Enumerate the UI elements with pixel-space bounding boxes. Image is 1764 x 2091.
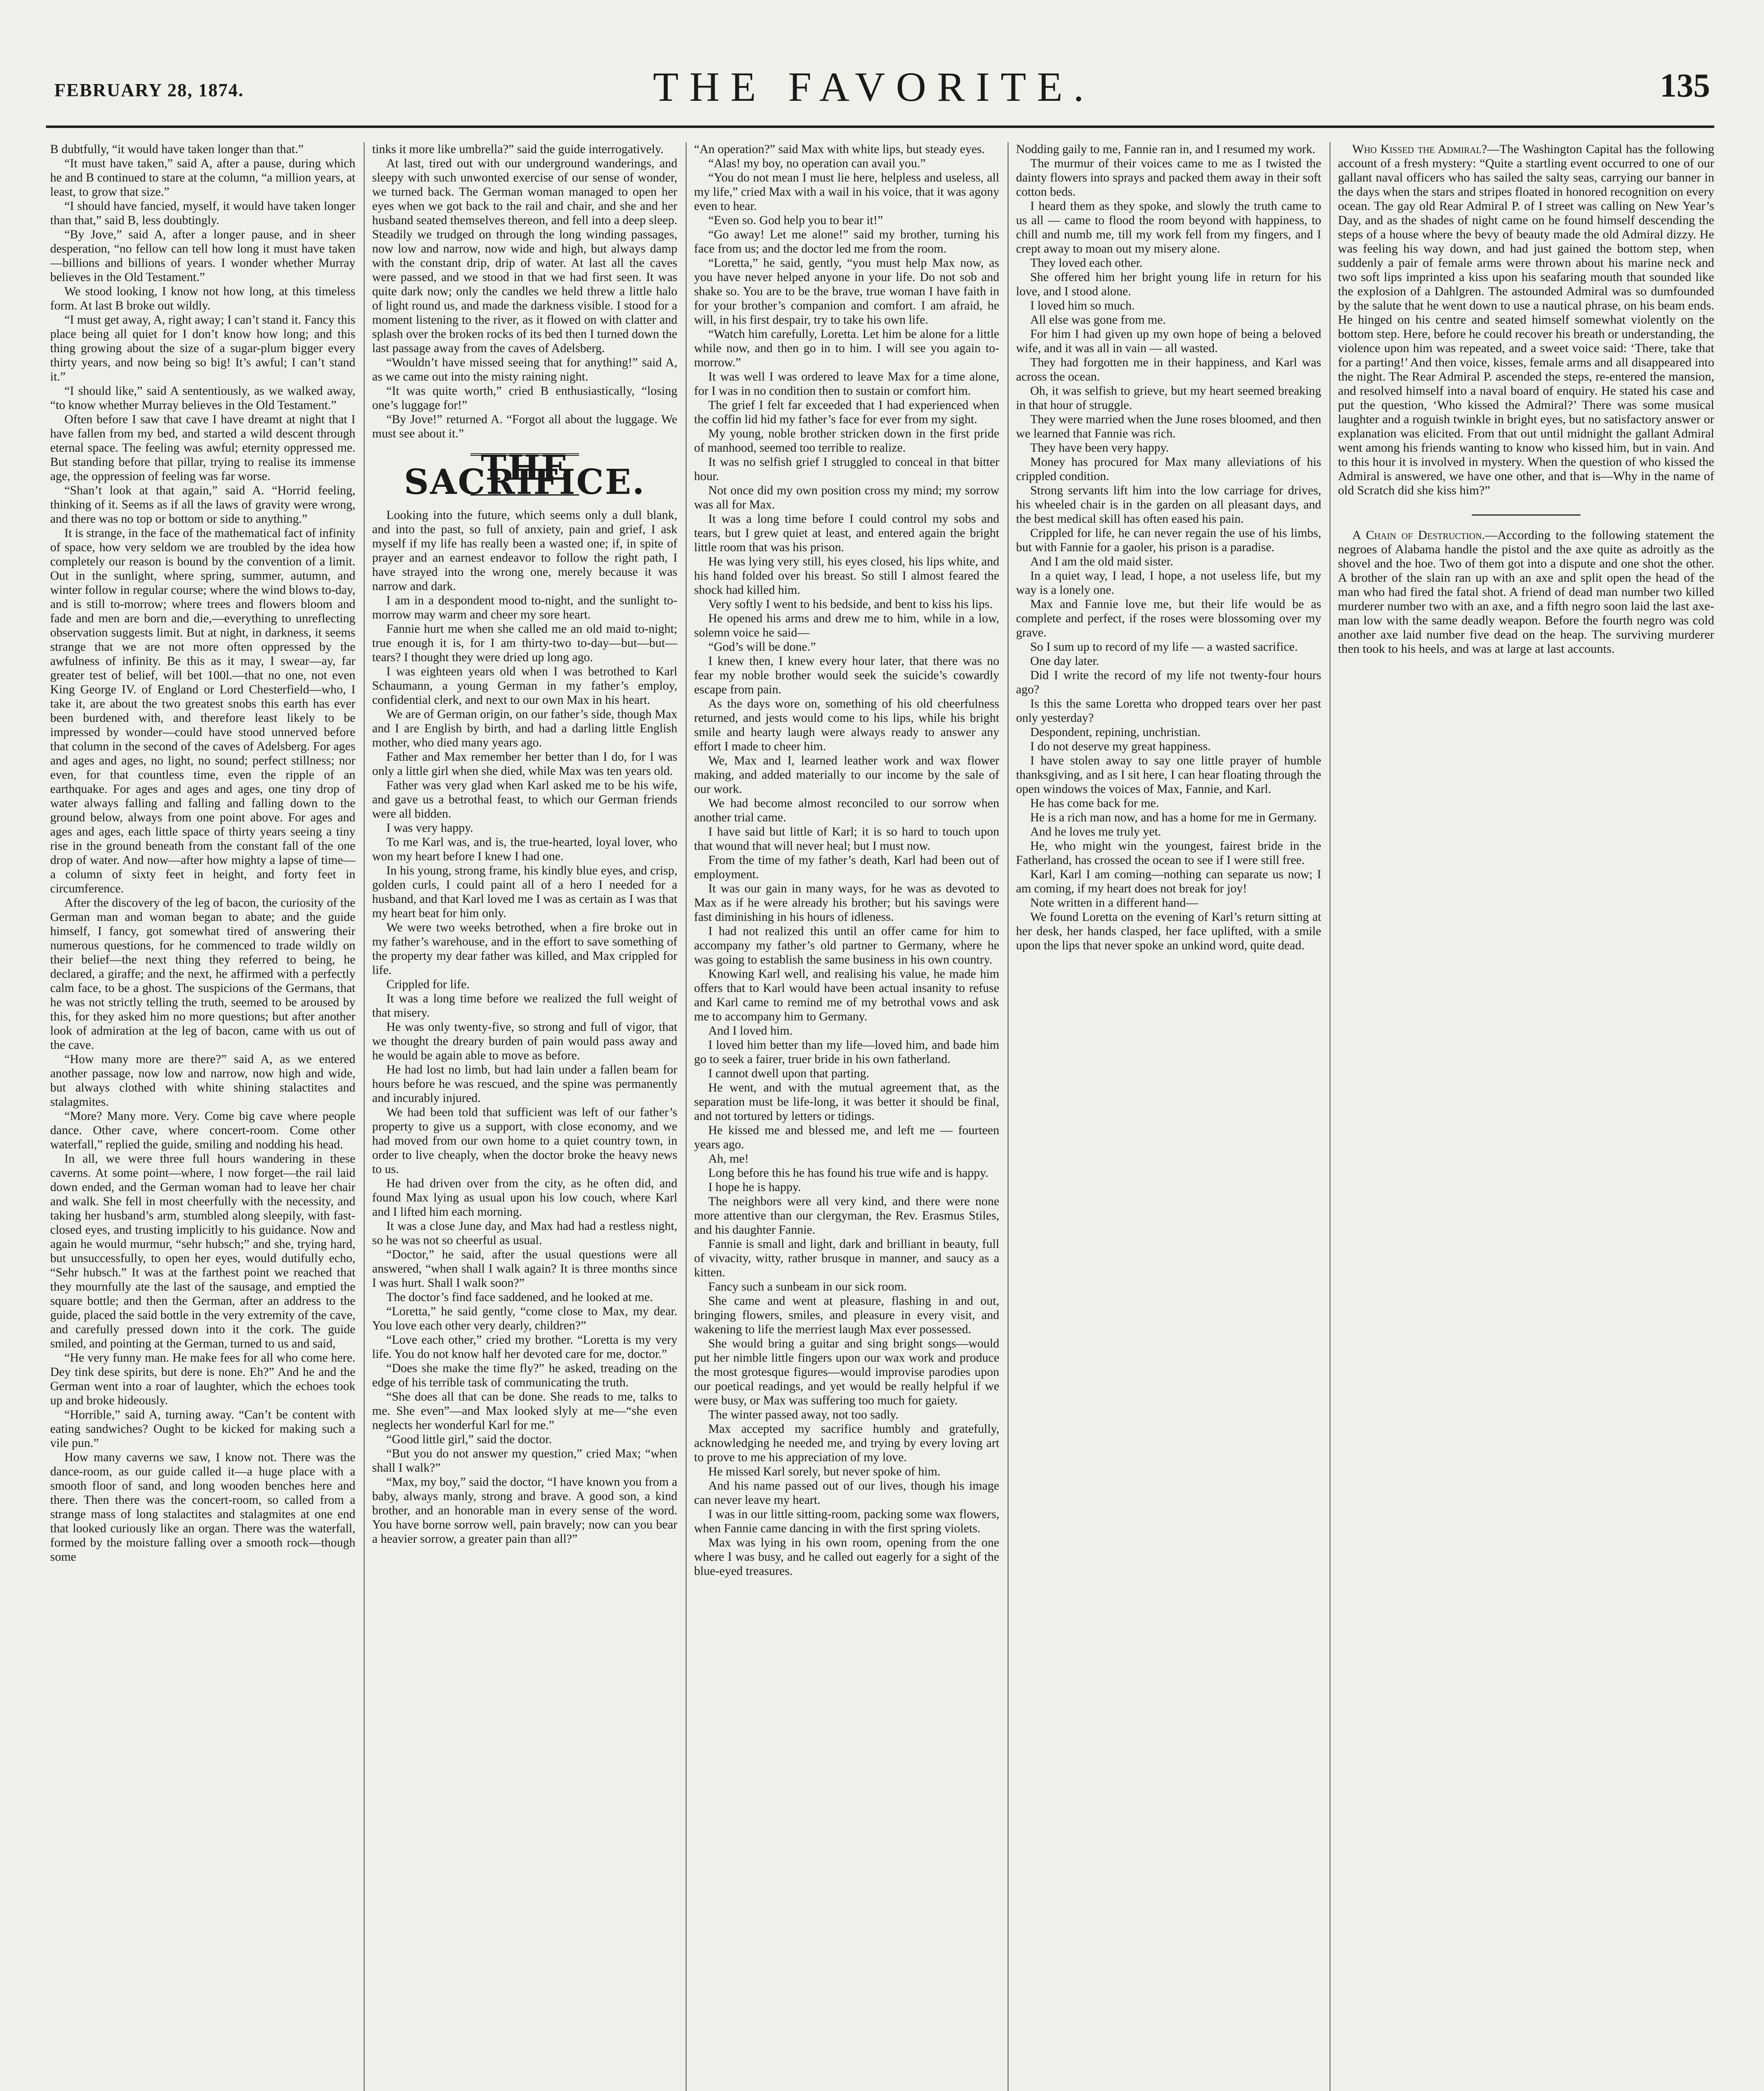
paragraph: I was very happy.	[386, 821, 473, 835]
paragraph: B dubtfully, “it would have taken longer than that.”	[50, 143, 304, 156]
paragraph: Knowing Karl well, and realising his value, he made him offers that to Karl would have been actual insanity to refuse and Karl came to remind me of my betrothal vows and ask me to accompany him to Germany.	[694, 967, 999, 1023]
paragraph: “I should have fancied, myself, it would have taken longer than that,” said B, less doubtingly.	[50, 199, 355, 227]
paragraph: Max accepted my sacrifice humbly and gratefully, acknowledging he needed me, and trying by every loving art to prove to me his appreciation of my love.	[694, 1422, 999, 1464]
paragraph: He had lost no limb, but had lain under a fallen beam for hours before he was rescued, and the spine was permanently and incurably injured.	[372, 1063, 677, 1105]
paragraph: It was a close June day, and Max had had a restless night, so he was not so cheerful as usual.	[372, 1219, 677, 1247]
paragraph: In a quiet way, I lead, I hope, a not useless life, but my way is a lonely one.	[1016, 569, 1321, 597]
column-2	[372, 142, 677, 1546]
paragraph: We were two weeks betrothed, when a fire broke out in my father’s warehouse, and in the effort to save something of the property my dear father was killed, and Max crippled for life.	[372, 921, 677, 977]
paragraph: I do not deserve my great happiness.	[1030, 740, 1211, 753]
paragraph: How many caverns we saw, I know not. There was the dance-room, as our guide called it—a huge place with a smooth floor of sand, and long wooden benches here and there. Then there was the concert-room, so called from a strange mass of long stalactites and stalagmites at one end that looked curiously like an organ. There was the waterfall, formed by the moisture falling over a smooth rock—though some	[50, 1451, 355, 1564]
column-divider	[364, 142, 365, 2091]
paragraph: In all, we were three full hours wandering in these caverns. At some point—where, I now forget—the rail laid down ended, and the German woman had to leave her chair and walk. She fell in most cheerfully with the necessity, and taking her husband’s arm, stumbled along sleepily, with fast-closed eyes, and trusting implicitly to his guidance. Now and again he would murmur, “sehr hubsch;” and she, trying hard, but unsuccessfully, to open her eyes, would dutifully echo, “Sehr hubsch.” It was at the farthest point we reached that they mournfully ate the last of the sausage, and emptied the square bottle; and then the German, after an address to the guide, placed the said bottle in the very extremity of the cave, and carefully pressed down into it the cork. The guide smiled, and pointing at the German, turned to us and said,	[50, 1152, 355, 1350]
paragraph: The grief I felt far exceeded that I had experienced when the coffin lid hid my father’s face for ever from my sight.	[694, 399, 999, 426]
paragraph: Fannie is small and light, dark and brilliant in beauty, full of vivacity, witty, rather brusque in manner, and saucy as a kitten.	[694, 1237, 999, 1279]
paragraph: She offered him her bright young life in return for his love, and I stood alone.	[1016, 271, 1321, 298]
paragraph: I am in a despondent mood to-night, and the sunlight to-morrow may warm and cheer my sore heart.	[372, 594, 677, 621]
paragraph: I heard them as they spoke, and slowly the truth came to us all — came to flood the room beyond with happiness, to chill and numb me, till my work fell from my fingers, and I crept away to moan out my misery alone.	[1016, 199, 1321, 256]
paragraph: The doctor’s find face saddened, and he looked at me.	[386, 1291, 653, 1304]
item-separator	[1472, 514, 1580, 516]
paragraph: It was a long time before I could control my sobs and tears, but I grew quiet at least, and entered again the bright little room that was his prison.	[694, 512, 999, 554]
paragraph: From the time of my father’s death, Karl had been out of employment.	[694, 854, 999, 881]
story-title-block	[372, 448, 677, 502]
paragraph: He opened his arms and drew me to him, while in a low, solemn voice he said—	[694, 612, 999, 639]
paragraph: They have been very happy.	[1030, 441, 1169, 455]
paragraph: “You do not mean I must lie here, helpless and useless, all my life,” cried Max with a wail in his voice, that it was agony even to hear.	[694, 171, 999, 213]
paragraph: “Alas! my boy, no operation can avail you.”	[708, 157, 926, 170]
paragraph: We, Max and I, learned leather work and wax flower making, and added materially to our income by the sale of our work.	[694, 754, 999, 796]
sacrifice-story-start	[372, 508, 677, 1546]
paragraph: I have stolen away to say one little prayer of humble thanksgiving, and as I sit here, I can hear floating through the open windows the voices of Max, Fannie, and Karl.	[1016, 754, 1321, 796]
paragraph: He kissed me and blessed me, and left me — fourteen years ago.	[694, 1124, 999, 1151]
paragraph: “Go away! Let me alone!” said my brother, turning his face from us; and the doctor led me from the room.	[694, 228, 999, 256]
paragraph: “Shan’t look at that again,” said A. “Horrid feeling, thinking of it. Seems as if all the laws of gravity were wrong, and there was no top or bottom or side to anything.”	[50, 484, 355, 526]
paragraph: Fannie hurt me when she called me an old maid to-night; true enough it is, for I am thirty-two to-day—but—but—tears? I thought they were dried up long ago.	[372, 622, 677, 664]
paragraph: Often before I saw that cave I have dreamt at night that I have fallen from my bed, and started a wild descent through eternal space. The feeling was awful; eternity oppressed me. But standing before that pillar, trying to realise its immense age, the oppression of feeling was far worse.	[50, 413, 355, 483]
paragraph: And his name passed out of our lives, though his image can never leave my heart.	[694, 1479, 999, 1507]
paragraph: He was only twenty-five, so strong and full of vigor, that we thought the dreary burden of pain would pass away and he would be again able to move as before.	[372, 1020, 677, 1062]
paragraph: So I sum up to record of my life — a wasted sacrifice.	[1030, 640, 1298, 654]
paragraph: Max and Fannie love me, but their life would be as complete and perfect, if the roses were blossoming over my grave.	[1016, 598, 1321, 639]
paragraph: “God’s will be done.”	[708, 640, 816, 654]
paragraph: It was well I was ordered to leave Max for a time alone, for I was in no condition then to sustain or comfort him.	[694, 370, 999, 398]
admiral-body: —The Washington Capital has the following account of a fresh mystery: “Quite a startling event occurred to one of our gallant naval officers who has sailed the salty seas, carrying our banner in the days when the stars and stripes floated in honored recognition on every ocean. The gay old Rear Admiral P. of I street was calling on New Year’s Day, and as the shades of night came on he found himself descending the steps of a house where the bevy of beauty made the old Admiral dizzy. He was feeling his way down, and had just gained the bottom step, when suddenly a pair of female arms were thrown about his marine neck and two soft lips imprinted a kiss upon his seafaring mouth that sounded like the explosion of a Dahlgren. The astounded Admiral was so dumfounded by the salute that he went down to use a nautical phrase, on his beam ends. He hinged on his centre and seated himself somewhat violently on the bottom step. Here, before he could recover his breath or understanding, the violence upon him was repeated, and a sweet voice said: ‘There, take that for a parting!’ And then voice, kisses, female arms and all disappeared into the night. The Rear Admiral P. ascended the steps, re-entered the mansion, and resolved himself into a naval board of enquiry. He stated his case and put the question, ‘Who kissed the Admiral?’ There was some musical laughter and a roguish twinkle in bright eyes, but no satisfactory answer or explanation was elicited. From that out until midnight the gallant Admiral went among his friends wanting to know who kissed him, but in vain. And to this hour it is involved in mystery. When the question of who kissed the Admiral is answered, we have one other, and that is—Why in the name of old Scratch did she kiss him?”	[1338, 142, 1714, 497]
paragraph: All else was gone from me.	[1030, 313, 1166, 327]
paragraph: “It must have taken,” said A, after a pause, during which he and B continued to stare at the column, “a million years, at least, to grow that size.”	[50, 157, 355, 199]
paragraph: We stood looking, I know not how long, at this timeless form. At last B broke out wildly.	[50, 285, 355, 312]
paragraph: “He very funny man. He make fees for all who come here. Dey tink dese spirits, but dere is none. Eh?” And he and the German went into a roar of laughter, which the echoes took up and broke hideously.	[50, 1351, 355, 1407]
paragraph: Is this the same Loretta who dropped tears over her past only yesterday?	[1016, 697, 1321, 725]
paragraph: Fancy such a sunbeam in our sick room.	[708, 1280, 907, 1293]
paragraph: Money has procured for Max many alleviations of his crippled condition.	[1016, 455, 1321, 483]
paragraph: I was eighteen years old when I was betrothed to Karl Schaumann, a young German in my father’s employ, confidential clerk, and next to our own Max in his heart.	[372, 665, 677, 707]
paragraph: And I am the old maid sister.	[1030, 555, 1173, 568]
masthead	[38, 63, 1710, 109]
paragraph: “Max, my boy,” said the doctor, “I have known you from a baby, always manly, strong and brave. A good son, a kind brother, and an honorable man in every sense of the word. You have borne sorrow well, pain bravely; now can you bear a heavier sorrow, a greater pain than all?”	[372, 1475, 677, 1546]
paragraph: After the discovery of the leg of bacon, the curiosity of the German man and woman began to abate; and the guide himself, I fancy, got somewhat tired of answering their numerous questions, for he commenced to trade wildly on their belief—the next thing they referred to being, he declared, a giraffe; and the next, he affirmed with a perfectly calm face, to be a ghost. The suspicions of the Germans, that he was not strictly telling the truth, seemed to be aroused by this, for they asked him no more questions; but after another look of admiration at the leg of bacon, came with us out of the cave.	[50, 896, 355, 1052]
paragraph: I loved him better than my life—loved him, and bade him go to seek a fairer, truer bride in his own fatherland.	[694, 1038, 999, 1066]
paragraph: He missed Karl sorely, but never spoke of him.	[708, 1465, 941, 1478]
column-4	[1016, 142, 1321, 953]
newspaper-title: THE FAVORITE.	[653, 64, 1095, 110]
paragraph: Ah, me!	[708, 1152, 749, 1166]
paragraph: “Does she make the time fly?” he asked, treading on the edge of his terrible task of communicating the truth.	[372, 1362, 677, 1389]
paragraph: “Horrible,” said A, turning away. “Can’t be content with eating sandwiches? Ought to be kicked for making such a vile pun.”	[50, 1408, 355, 1450]
paragraph: Father was very glad when Karl asked me to be his wife, and gave us a betrothal feast, to which our German friends were all bidden.	[372, 779, 677, 821]
paragraph: It was no selfish grief I struggled to conceal in that bitter hour.	[694, 455, 999, 483]
paragraph: Very softly I went to his bedside, and bent to kiss his lips.	[708, 598, 993, 611]
paragraph: Max was lying in his own room, opening from the one where I was busy, and he called out eagerly for a sight of the blue-eyed treasures.	[694, 1536, 999, 1578]
paragraph: “Even so. God help you to bear it!”	[708, 214, 883, 227]
paragraph: “By Jove!” returned A. “Forgot all about the luggage. We must see about it.”	[372, 413, 677, 440]
destruction-heading: A Chain of Destruction.	[1352, 528, 1485, 542]
paragraph: They were married when the June roses bloomed, and then we learned that Fannie was rich.	[1016, 413, 1321, 440]
paragraph: I was in our little sitting-room, packing some wax flowers, when Fannie came dancing in with the first spring violets.	[694, 1508, 999, 1535]
paragraph: Nodding gaily to me, Fannie ran in, and I resumed my work.	[1016, 143, 1316, 156]
page-number: 135	[1660, 67, 1710, 104]
admiral-item	[1338, 142, 1714, 498]
paragraph: Oh, it was selfish to grieve, but my heart seemed breaking in that hour of struggle.	[1016, 384, 1321, 412]
paragraph: “Doctor,” he said, after the usual questions were all answered, “when shall I walk again? It is three months since I was hurt. Shall I walk soon?”	[372, 1248, 677, 1290]
paragraph: Long before this he has found his true wife and is happy.	[708, 1166, 988, 1180]
paragraph: He was lying very still, his eyes closed, his lips white, and his hand folded over his breast. So still I almost feared the shock had killed him.	[694, 555, 999, 597]
paragraph: “Loretta,” he said, gently, “you must help Max now, as you have never helped anyone in your life. Do not sob and shake so. You are to be the brave, true woman I have faith in for your brother’s companion and comfort. I am afraid, he will, in his first despair, try to take his own life.	[694, 256, 999, 327]
paragraph: “How many more are there?” said A, as we entered another passage, now low and narrow, now high and wide, but always clothed with white shining stalactites and stalagmites.	[50, 1053, 355, 1109]
paragraph: It is strange, in the face of the mathematical fact of infinity of space, how very seldom we are troubled by the idea how completely our reason is bound by the convention of a limit. Out in the sunlight, where spring, summer, autumn, and winter follow in regular course; where the wind blows to-day, and is still to-morrow; where trees and flowers bloom and fade and men are born and die,—everything to unreflecting observation suggests limit. But at night, in darkness, it seems strange that we are not more often oppressed by the awfulness of infinity. Be this as it may, I swear—ay, far greater test of belief, will bet 100l.—that no one, not even King George IV. of England or Lord Chesterfield—who, I take it, are about the two greatest snobs this earth has ever been burdened with, and therefore least likely to be impressed by wonder—could have stood unnerved before that column in the second of the caves of Adelsberg. For ages and ages and ages, no light, no sound; perfect stillness; nor even, for that countless time, even the ripple of an earthquake. For ages and ages and ages, one tiny drop of water always falling and falling and falling down to the ground below, always from one point above. For ages and ages and ages, each little space of thirty years seeing a tiny rise in the ground beneath from the constant fall of the one drop of water. And now—after how mighty a lapse of time—a column of sixty feet in height, and forty feet in circumference.	[50, 527, 355, 895]
paragraph: I hope he is happy.	[708, 1181, 801, 1194]
paragraph: They had forgotten me in their happiness, and Karl was across the ocean.	[1016, 356, 1321, 383]
paragraph: “It was quite worth,” cried B enthusiastically, “losing one’s luggage for!”	[372, 384, 677, 412]
paragraph: Did I write the record of my life not twenty-four hours ago?	[1016, 669, 1321, 696]
paragraph: To me Karl was, and is, the true-hearted, loyal lover, who won my heart before I knew I had one.	[372, 836, 677, 863]
paragraph: He has come back for me.	[1030, 797, 1159, 810]
paragraph: “But you do not answer my question,” cried Max; “when shall I walk?”	[372, 1447, 677, 1475]
paragraph: “Loretta,” he said gently, “come close to Max, my dear. You love each other very dearly, children?”	[372, 1305, 677, 1332]
paragraph: He went, and with the mutual agreement that, as the separation must be life-long, it was better it should be final, and not tortured by letters or tidings.	[694, 1081, 999, 1123]
paragraph: Crippled for life, he can never regain the use of his limbs, but with Fannie for a gaoler, his prison is a paradise.	[1016, 527, 1321, 554]
paragraph: Looking into the future, which seems only a dull blank, and into the past, so full of anxiety, pain and grief, I ask myself if my life has really been a wasted one; if, in spite of prayer and an earnest endeavor to follow the right path, I have strayed into the wrong one, merely because it was narrow and dark.	[372, 509, 677, 593]
paragraph: And I loved him.	[708, 1024, 793, 1038]
paragraph: Karl, Karl I am coming—nothing can separate us now; I am coming, if my heart does not break for joy!	[1016, 868, 1321, 895]
paragraph: One day later.	[1030, 654, 1099, 668]
cave-story-end	[372, 142, 677, 441]
column-1	[50, 142, 355, 1564]
paragraph: “An operation?” said Max with white lips, but steady eyes.	[694, 143, 985, 156]
paragraph: Not once did my own position cross my mind; my sorrow was all for Max.	[694, 484, 999, 511]
paragraph: It was a long time before we realized the full weight of that misery.	[372, 992, 677, 1020]
paragraph: I have said but little of Karl; it is so hard to touch upon that wound that will never heal; but I must now.	[694, 825, 999, 853]
paragraph: “Wouldn’t have missed seeing that for anything!” said A, as we came out into the misty raining night.	[372, 356, 677, 383]
paragraph: We found Loretta on the evening of Karl’s return sitting at her desk, her hands clasped, her face uplifted, with a smile upon the lips that never spoke an unkind word, quite dead.	[1016, 910, 1321, 952]
paragraph: The neighbors were all very kind, and there were none more attentive than our clergyman, the Rev. Erasmus Stiles, and his daughter Fannie.	[694, 1195, 999, 1237]
paragraph: Strong servants lift him into the low carriage for drives, his wheeled chair is in the garden on all pleasant days, and the best medical skill has often eased his pain.	[1016, 484, 1321, 526]
paragraph: At last, tired out with our underground wanderings, and sleepy with such unwonted exercise of our sense of wonder, we turned back. The German woman managed to open her eyes when we got back to the rail and chair, and she and her husband seated themselves thereon, and fell into a deep sleep. Steadily we trudged on through the long winding passages, now low and narrow, now wide and high, but always damp with the constant drip, drip of water. At last all the caves were passed, and we stood in that we had first seen. It was quite dark now; only the candles we held threw a little halo of light round us, and made the darkness visible. I stood for a moment listening to the river, as it flowed on with clatter and splash over the broken rocks of its bed then I turned down the last passage away from the caves of Adelsberg.	[372, 157, 677, 355]
paragraph: For him I had given up my own hope of being a beloved wife, and it was all in vain — all wasted.	[1016, 327, 1321, 355]
paragraph: The murmur of their voices came to me as I twisted the dainty flowers into sprays and packed them away in their soft cotton beds.	[1016, 157, 1321, 199]
paragraph: “Good little girl,” said the doctor.	[386, 1433, 552, 1446]
paragraph: The winter passed away, not too sadly.	[708, 1408, 899, 1421]
column-5	[1338, 142, 1714, 656]
paragraph: My young, noble brother stricken down in the first pride of manhood, seemed too terrible to realize.	[694, 427, 999, 455]
paragraph: Crippled for life.	[386, 978, 470, 991]
destruction-item	[1338, 528, 1714, 656]
masthead-rule	[46, 125, 1714, 128]
paragraph: Father and Max remember her better than I do, for I was only a little girl when she died, while Max was ten years old.	[372, 750, 677, 778]
story-title: THE SACRIFICE.	[404, 448, 646, 502]
paragraph: “By Jove,” said A, after a longer pause, and in sheer desperation, “no fellow can tell how long it must have taken—billions and billions of years. I wonder whether Murray believes in the Old Testament.”	[50, 228, 355, 284]
destruction-body: —According to the following statement the negroes of Alabama handle the pistol and the axe quite as adroitly as the shovel and the hoe. Two of them got into a dispute and one shot the other. A brother of the slain ran up with an axe and split open the head of the man who had fired the fatal shot. A friend of dead man number two killed murderer number two with an axe, and a fifth negro soon laid the last axe-man low with the same deadly weapon. Before the fourth negro was cold another axe laid number five dead on the heap. The surviving murderer then took to his heels, and was at large at last accounts.	[1338, 528, 1714, 656]
paragraph: She would bring a guitar and sing bright songs—would put her nimble little fingers upon our wax work and produce the most grotesque figures—would improvise parodies upon our poetical readings, and yet would be really helpful if we were busy, or Max was suffering too much for gaiety.	[694, 1337, 999, 1407]
paragraph: He, who might win the youngest, fairest bride in the Fatherland, has crossed the ocean to see if I were still free.	[1016, 839, 1321, 867]
column-3	[694, 142, 999, 1578]
paragraph: He is a rich man now, and has a home for me in Germany.	[1030, 811, 1317, 824]
paragraph: He had driven over from the city, as he often did, and found Max lying as usual upon his low couch, where Karl and I lifted him each morning.	[372, 1177, 677, 1219]
paragraph: We are of German origin, on our father’s side, though Max and I are English by birth, and had a darling little English mother, who died many years ago.	[372, 708, 677, 749]
paragraph: “Love each other,” cried my brother. “Loretta is my very life. You do not know half her devoted care for me, doctor.”	[372, 1333, 677, 1361]
paragraph: I had not realized this until an offer came for him to accompany my father’s old partner to Germany, where he was going to establish the same business in his own country.	[694, 925, 999, 966]
paragraph: They loved each other.	[1030, 256, 1143, 270]
paragraph: Note written in a different hand—	[1030, 896, 1198, 910]
paragraph: I knew then, I knew every hour later, that there was no fear my noble brother would seek the suicide’s cowardly escape from pain.	[694, 654, 999, 696]
paragraph: We had become almost reconciled to our sorrow when another trial came.	[694, 797, 999, 824]
paragraph: I loved him so much.	[1030, 299, 1135, 312]
paragraph: “I should like,” said A sententiously, as we walked away, “to know whether Murray believes in the Old Testament.”	[50, 384, 355, 412]
admiral-heading: Who Kissed the Admiral?	[1352, 142, 1487, 156]
column-divider	[686, 142, 687, 2091]
paragraph: “She does all that can be done. She reads to me, talks to me. She even”—and Max looked slyly at me—“she even neglects her wonderful Karl for me.”	[372, 1390, 677, 1432]
paragraph: It was our gain in many ways, for he was as devoted to Max as if he were already his brother; but his savings were fast diminishing in his hours of idleness.	[694, 882, 999, 924]
issue-date: FEBRUARY 28, 1874.	[54, 80, 244, 100]
paragraph: “I must get away, A, right away; I can’t stand it. Fancy this place being all quiet for I don’t know how long; and this thing growing about the size of a sugar-plum bigger every thirty years, and now being so big! It’s awful; I can’t stand it.”	[50, 313, 355, 383]
paragraph: As the days wore on, something of his old cheerfulness returned, and jests would come to his lips, while his bright smile and hearty laugh were always ready to answer any effort I made to cheer him.	[694, 697, 999, 753]
paragraph: Despondent, repining, unchristian.	[1030, 726, 1201, 739]
paragraph: tinks it more like umbrella?” said the guide interrogatively.	[372, 143, 664, 156]
paragraph: “Watch him carefully, Loretta. Let him be alone for a little while now, and then go in to him. I will see you again to-morrow.”	[694, 327, 999, 369]
paragraph: In his young, strong frame, his kindly blue eyes, and crisp, golden curls, I could paint all of a hero I needed for a husband, and that Karl loved me I was as certain as I was that my heart beat for him only.	[372, 864, 677, 920]
paragraph: “More? Many more. Very. Come big cave where people dance. Other cave, where concert-room. Come other waterfall,” replied the guide, smiling and nodding his head.	[50, 1109, 355, 1151]
paragraph: She came and went at pleasure, flashing in and out, bringing flowers, smiles, and pleasure in every visit, and wakening to life the merriest laugh Max ever possessed.	[694, 1294, 999, 1336]
paragraph: I cannot dwell upon that parting.	[708, 1067, 870, 1080]
paragraph: And he loves me truly yet.	[1030, 825, 1161, 838]
paragraph: We had been told that sufficient was left of our father’s property to give us a support, with close economy, and we had moved from our own home to a quiet country town, in order to live cheaply, when the doctor broke the heavy news to us.	[372, 1106, 677, 1176]
